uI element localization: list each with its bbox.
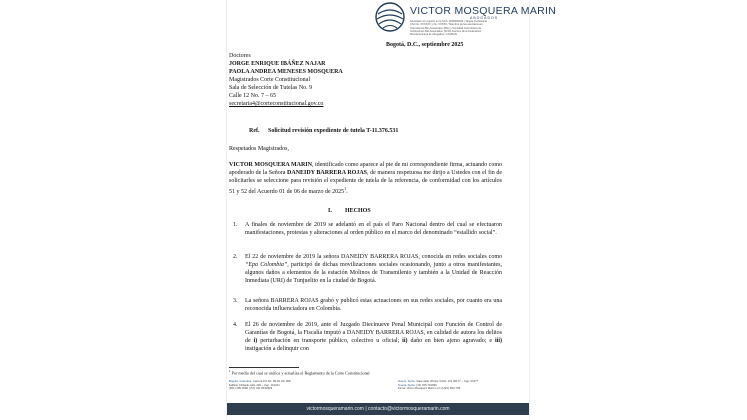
fact-paragraph <box>245 253 502 285</box>
client-name: DANEIDY BARRERA ROJAS <box>287 170 368 176</box>
fact-nickname: “Epa Colombia” <box>245 262 288 268</box>
intro-text: . <box>346 189 348 195</box>
recipient-line-1: Magistrados Corte Constitucional <box>229 77 310 83</box>
footer-right <box>398 380 478 391</box>
footer-city: Bogotá, Colombia: <box>229 379 253 383</box>
place-date: Bogotá, D.C., septiembre 2025 <box>386 42 464 48</box>
brand-subtitle: ABOGADOS <box>470 16 499 20</box>
footnote-divider <box>229 367 299 368</box>
fact-text: perturbación en transporte público, colectivo u oficial; <box>257 338 403 344</box>
fact-text: El 22 de noviembre de 2019 la señora DANEIDY BARRERA ROJAS, conocida en redes sociales como <box>245 254 502 260</box>
fact-paragraph <box>245 321 502 353</box>
footer-left <box>229 380 291 391</box>
recipient-title: Doctores <box>229 53 251 59</box>
brand-name: VICTOR MOSQUERA MARIN <box>410 5 557 17</box>
fact-number: 2. <box>233 254 238 260</box>
intro-text: , de manera respetuosa me dirijo a Ustedes con el fin de solicitarles se seleccione para revisión el expediente de tutela de la referencia, de conformidad con los artículos 51 y 52 del Acuerdo 01 de 06 de marzo de 2025 <box>229 170 502 195</box>
footnote-reference[interactable]: 1 <box>344 186 347 191</box>
footer-address: Carrera 9 # No. 99-02 OF. 908 <box>252 379 291 383</box>
fact-paragraph: A finales de noviembre de 2019 se adelantó en el país el Paro Nacional dentro del cual se efectuaron manifestaciones, protestas y alteraciones al orden público en el marco del denominado “estallido social”. <box>245 222 502 236</box>
section-number: I. <box>328 208 332 214</box>
fact-enum: i) <box>253 338 258 344</box>
footer-phone: (601) 309 0592 | (57) 311 8430329 <box>229 386 273 391</box>
registration-line: Iberoamericana de Abogados / COLBAN <box>410 33 457 37</box>
footer-city: Nueva, Suiza: <box>398 379 416 383</box>
recipient-name-2: PAOLA ANDREA MENESES MOSQUERA <box>229 69 343 75</box>
recipient-line-2: Sala de Selección de Tutelas No. 9 <box>229 85 313 91</box>
registration-line: CSJ No. XXXXXX y No. XXXXX / Miembro de las asociaciones <box>410 23 483 27</box>
recipient-email-link[interactable]: secretaria4@corteconstitucional.gov.co <box>229 101 324 107</box>
fact-enum: ii) <box>402 338 408 344</box>
recipient-line-3: Calle 12 No. 7 – 65 <box>229 93 276 99</box>
registration-line: International Bar Association (IBA) y Sociedad Colombiana de <box>410 26 482 30</box>
footnote-text: Por medio del cual se unifica y actualiza el Reglamento de la Corte Constitucional <box>230 370 370 376</box>
greeting: Respetados Magistrados, <box>229 146 289 152</box>
fact-text: , participó de dichas movilizaciones sociales ocasionando, junto a otros manifestantes, algunos daños a elementos de la estación Molinos de Transmilenio y también a la Unidad de Reacción Inmediata (URI) de Tunjuelito en la ciudad de Bogotá. <box>245 262 503 284</box>
fact-text: instigación a delinquir con <box>245 346 309 352</box>
footer-city: Nueva, Suiza: <box>398 382 416 387</box>
ref-label: Ref. <box>249 128 260 134</box>
fact-text: El 26 de noviembre de 2019, ante el Juzgado Diecinueve Penal Municipal con Función de Control de Garantías de Bogotá, la Fiscalía imputó a DANEIDY BARRERA ROJAS, en calidad de autora los delitos de <box>245 322 502 344</box>
globe-logo-icon <box>375 2 405 32</box>
ref-text: Solicitud revisión expediente de tutela T-11.376.531 <box>268 128 399 134</box>
fact-paragraph: La señora BARRERA ROJAS grabó y publicó estas actuaciones en sus redes sociales, por cuanto era una reconocida influenciadora en Colombia. <box>245 298 502 312</box>
intro-paragraph <box>229 161 502 196</box>
footer-phone: (41) 225 710669 <box>416 382 437 387</box>
section-title: HECHOS <box>345 208 371 214</box>
footnote <box>229 369 370 375</box>
fact-number: 3. <box>233 298 238 304</box>
footer-contact-bar[interactable]: victormosqueramarin.com | contacto@victormosqueramarin.com <box>227 403 529 415</box>
fact-number: 4. <box>233 322 238 328</box>
footnote-mark: 1 <box>229 369 231 373</box>
brand-registration <box>410 20 530 36</box>
fact-text: daño en bien ajeno agravado; e <box>407 338 495 344</box>
intro-text: , identificado como aparece al pie de mi correspondiente firma, actuando como apoderado de la Señora <box>229 162 502 176</box>
fact-number: 1. <box>233 222 238 228</box>
footer-address: Edificio Citibank calle 100 – Cep: 110221 <box>229 382 280 387</box>
registration-line: Sociedad con registro en la SCA: 0000000022 / Tarjeta Profesional <box>410 20 487 23</box>
footer-address: Viale delle Vittorie Vcilia, 131 00177 – Cep: 00177 <box>416 379 479 383</box>
recipient-name-1: JORGE ENRIQUE IBÁÑEZ NAJAR <box>229 61 326 67</box>
footer-company: Firma: Victor Mosquera Marin LLC (USA) 693-735 <box>398 386 461 391</box>
fact-enum: iii) <box>495 338 502 344</box>
author-name: VICTOR MOSQUERA MARIN <box>229 162 312 168</box>
registration-line: Instituciones Bar Association (INTA) Asuntos de la Federación <box>410 29 482 33</box>
